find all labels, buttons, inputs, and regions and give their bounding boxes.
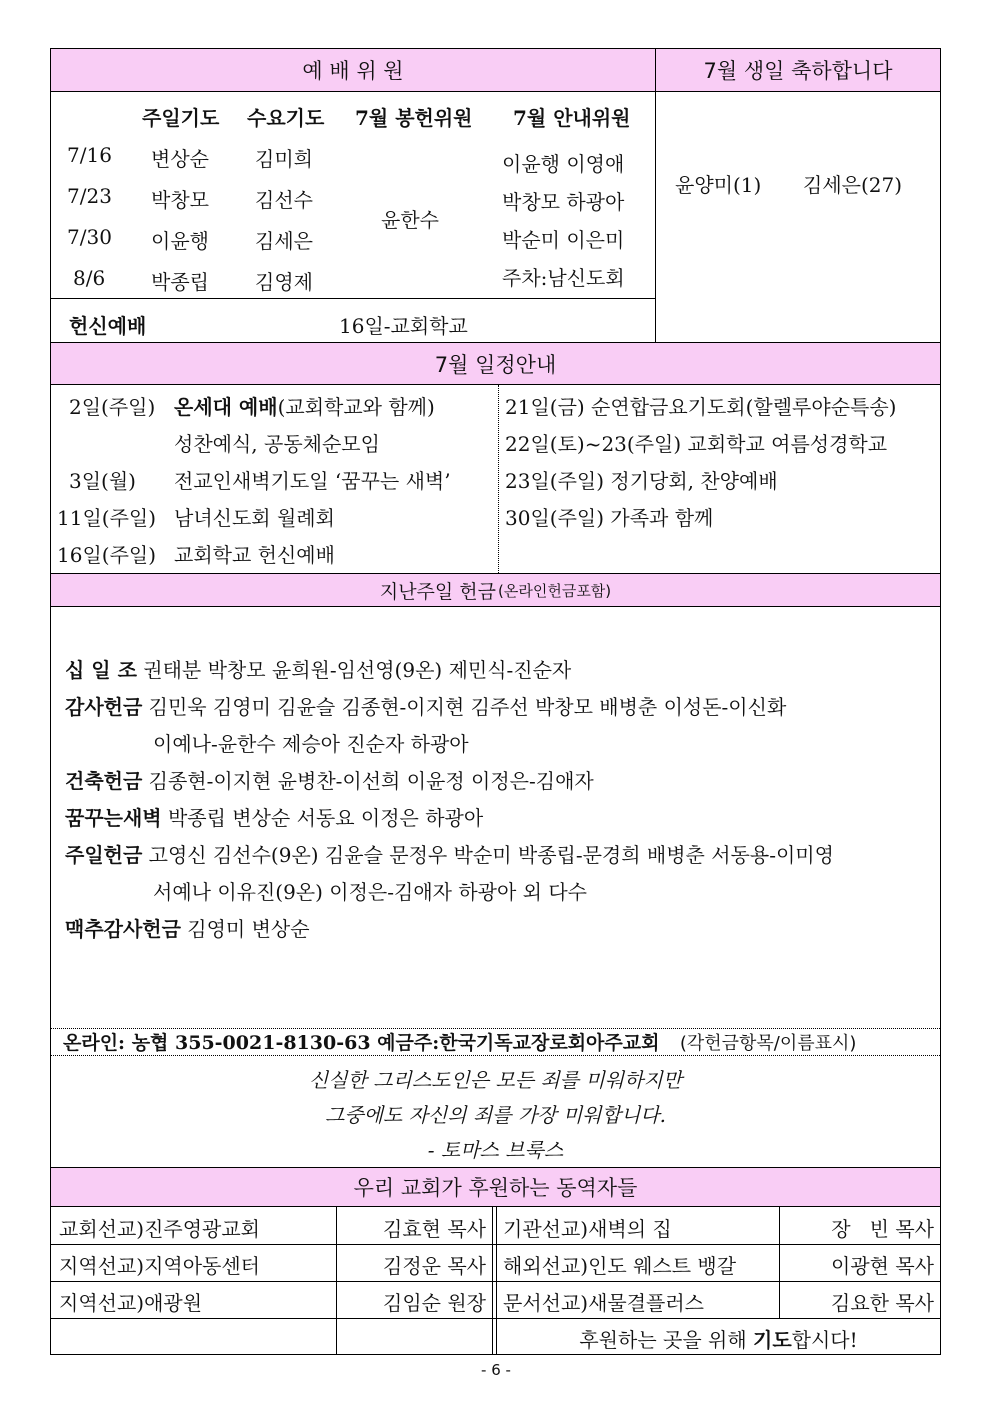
offering-line: 주일헌금 고영신 김선수(9온) 김윤슬 문정우 박순미 박종립-문경희 배병춘 서동용-이미영 xyxy=(65,843,834,867)
page-number: - 6 - xyxy=(481,1361,511,1379)
row-date: 7/30 xyxy=(67,225,112,249)
support-person: 김임순 원장 xyxy=(383,1291,486,1315)
header-guides: 7월 안내위원 xyxy=(513,106,631,130)
guide-line: 박순미 이은미 xyxy=(502,228,625,252)
support-mission: 교회선교)진주영광교회 xyxy=(59,1217,261,1241)
support-header: 우리 교회가 후원하는 동역자들 xyxy=(51,1168,940,1206)
quote-author: - 토마스 브룩스 xyxy=(427,1138,564,1162)
header-offering-members: 7월 봉헌위원 xyxy=(355,106,473,130)
schedule-right xyxy=(501,385,939,573)
support-closing: 후원하는 곳을 위해 기도합시다! xyxy=(579,1328,858,1352)
offering-header: 지난주일 헌금 (온라인헌금포함) xyxy=(51,574,940,606)
row-wednesday: 김미희 xyxy=(255,147,313,171)
support-person: 김정운 목사 xyxy=(383,1254,486,1278)
offering-line: 서예나 이유진(9온) 이정은-김애자 하광아 외 다수 xyxy=(153,880,587,904)
offering-line: 건축헌금 김종현-이지현 윤병찬-이선희 이윤정 이정은-김애자 xyxy=(65,769,594,793)
dedication-label: 헌신예배 xyxy=(69,314,147,338)
offering-list xyxy=(51,607,940,1027)
support-person: 이광현 목사 xyxy=(831,1254,934,1278)
header-sunday-prayer: 주일기도 xyxy=(142,106,220,130)
bulletin-page xyxy=(50,48,941,1355)
offering-member: 윤한수 xyxy=(381,208,439,232)
support-mission: 해외선교)인도 웨스트 뱅갈 xyxy=(503,1254,737,1278)
online-account: 온라인: 농협 355-0021-8130-63 예금주:한국기독교장로회아주교회 (각헌금항목/이름표시) xyxy=(63,1032,857,1054)
offering-line: 감사헌금 김민욱 김영미 김윤슬 김종현-이지현 김주선 박창모 배병춘 이성돈-이신화 xyxy=(65,695,787,719)
support-mission: 기관선교)새벽의 집 xyxy=(503,1217,672,1241)
support-mission: 지역선교)애광원 xyxy=(59,1291,203,1315)
row-wednesday: 김선수 xyxy=(255,188,313,212)
schedule-header: 7월 일정안내 xyxy=(51,343,940,384)
guide-line: 박창모 하광아 xyxy=(502,190,625,214)
schedule-event: 교회학교 헌신예배 xyxy=(174,543,335,567)
offering-line: 맥추감사헌금 김영미 변상순 xyxy=(65,917,310,941)
birthday-name: 김세은(27) xyxy=(803,173,903,197)
schedule-item: 23일(주일) 정기당회, 찬양예배 xyxy=(505,469,778,493)
birthday-name: 윤양미(1) xyxy=(675,173,762,197)
row-sunday: 이윤행 xyxy=(151,229,209,253)
schedule-date: 16일(주일) xyxy=(57,543,157,567)
schedule-date: 11일(주일) xyxy=(57,506,157,530)
row-sunday: 변상순 xyxy=(151,147,209,171)
support-person: 김효현 목사 xyxy=(383,1217,486,1241)
row-date: 7/23 xyxy=(67,184,112,208)
support-mission: 문서선교)새물결플러스 xyxy=(503,1291,705,1315)
worship-header: 예 배 위 원 xyxy=(51,49,655,91)
worship-table xyxy=(51,92,655,298)
guide-line: 이윤행 이영애 xyxy=(502,152,625,176)
schedule-item: 30일(주일) 가족과 함께 xyxy=(505,506,714,530)
schedule-event: 성찬예식, 공동체순모임 xyxy=(174,432,380,456)
schedule-date: 3일(월) xyxy=(69,469,136,493)
offering-line: 이예나-윤한수 제승아 진순자 하광아 xyxy=(153,732,469,756)
schedule-event: 남녀신도회 월례회 xyxy=(174,506,335,530)
quote-line: 신실한 그리스도인은 모든 죄를 미워하지만 xyxy=(308,1068,683,1092)
dedication-value: 16일-교회학교 xyxy=(339,314,468,338)
schedule-event: 온세대 예배(교회학교와 함께) xyxy=(174,395,435,419)
offering-line: 꿈꾸는새벽 박종립 변상순 서동요 이정은 하광아 xyxy=(65,806,484,830)
support-person: 장 빈 목사 xyxy=(831,1217,934,1241)
guide-line: 주차:남신도회 xyxy=(502,266,625,290)
quote-line: 그중에도 자신의 죄를 가장 미워합니다. xyxy=(325,1103,666,1127)
header-wednesday-prayer: 수요기도 xyxy=(247,106,325,130)
birthday-header: 7월 생일 축하합니다 xyxy=(656,49,940,91)
schedule-item: 21일(금) 순연합금요기도회(할렐루야순특송) xyxy=(505,395,897,419)
schedule-date: 2일(주일) xyxy=(69,395,156,419)
offering-line: 십 일 조 권태분 박창모 윤희원-임선영(9온) 제민식-진순자 xyxy=(65,658,572,682)
support-person: 김요한 목사 xyxy=(831,1291,934,1315)
schedule-left xyxy=(51,385,497,573)
schedule-item: 22일(토)~23(주일) 교회학교 여름성경학교 xyxy=(505,432,888,456)
row-date: 8/6 xyxy=(73,266,106,290)
row-wednesday: 김세은 xyxy=(255,229,313,253)
row-sunday: 박종립 xyxy=(151,270,209,294)
row-sunday: 박창모 xyxy=(151,188,209,212)
support-mission: 지역선교)지역아동센터 xyxy=(59,1254,261,1278)
row-wednesday: 김영제 xyxy=(255,270,313,294)
row-date: 7/16 xyxy=(67,143,112,167)
schedule-event: 전교인새벽기도일 ‘꿈꾸는 새벽’ xyxy=(174,469,451,493)
